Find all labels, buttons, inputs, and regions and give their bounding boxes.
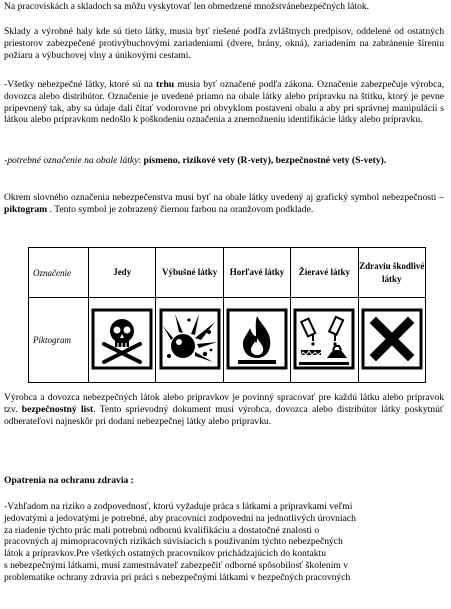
pictogram-cell-horlave: [223, 298, 290, 383]
column-header-zieravé: Žieravé látky: [291, 248, 358, 298]
labeling-text-start: -Všetky nebezpečné látky, ktoré sú na: [4, 79, 156, 90]
safety-sheet-start: Výrobca a dovozca nebezpečných látok alebo prípravkov je povinný spracovať pre každú látku alebo prípravok tzv.: [4, 392, 444, 415]
table-row: [29, 248, 426, 298]
pictogram-cell-vybusne: [156, 298, 223, 383]
pictogram-intro-bold: piktogram: [4, 203, 48, 215]
labeling-text-rest: musia byť označené podľa zákona. Označenie zabezpečuje výrobca, dovozca alebo distribútor. Označenie je uvedené priamo na obale látky alebo prípravku na štítku, ktorý je pevne pripevnený tak, aby sa údaje dali čítať vodorovne pri obvyklom postavení obalu a aby pri správnej manipulácii s látkou alebo prípravkom nedošlo k poškodeniu označenia a znemožneniu identifikácie látky alebo prípravku.: [4, 79, 444, 126]
safety-sheet-bold: bezpečnostný list: [21, 403, 94, 415]
health-paragraph: [4, 501, 444, 584]
intro-paragraph-1: Na pracoviskách a skladoch sa môžu vyskytovať len obmedzené množstvánebezpečných látok.: [4, 1, 370, 12]
pictogram-intro-paragraph: [4, 192, 444, 216]
pictogram-intro-start: Okrem slovného označenia nebezpečenstva musí byť na obale látky uvedený aj grafický symbol nebezpečnosti –: [4, 192, 444, 203]
labeling-bold-trhu: trhu: [156, 79, 175, 90]
health-line: problematike ochrany zdravia pri práci s nebezpečnými látkami v bezpečných pracovných: [4, 571, 351, 583]
label-requirements-paragraph: [4, 155, 444, 167]
health-line: za riadenie týchto prác mali potrebnú odbornú kvalifikáciu a dostatočné znalosti o: [4, 524, 320, 536]
row-label-piktogram: Piktogram: [29, 298, 89, 383]
safety-sheet-paragraph: [4, 392, 444, 427]
column-header-jedy: Jedy: [89, 248, 156, 298]
label-requirements-italic: -potrebné označenie na obale látky: [4, 155, 139, 166]
labeling-paragraph: [4, 79, 444, 126]
health-line: jedovatými a jedovatými je potrebné, aby pracovníci zodpovední na jednotlivých úrovniach: [4, 512, 356, 524]
harmful-cross-icon: [361, 308, 423, 370]
row-label-oznacenie: Označenie: [29, 248, 89, 298]
label-requirements-bold: písmeno, rizikové vety (R-vety), bezpečnostné vety (S-vety).: [143, 155, 387, 166]
pictogram-cell-zdraviu-skodlive: [358, 298, 425, 383]
column-header-zdraviu-skodlive: Zdraviu škodlivé látky: [358, 248, 425, 298]
health-line: pracovných aj mimopracovných rizikách súvisiacich s používaním týchto nebezpečných: [4, 536, 343, 548]
corrosive-icon: [293, 308, 355, 370]
safety-sheet-rest: . Tento sprievodný dokument musí výrobca, dovozca alebo distribútor látky poskytnúť odberateľovi najneskôr pri dodaní nebezpečnej látky alebo prípravku.: [4, 403, 444, 427]
label-requirements-colon: :: [138, 155, 144, 166]
column-header-horlave: Horľavé látky: [223, 248, 290, 298]
health-heading: Opatrenia na ochranu zdravia :: [4, 475, 134, 486]
health-line: látok a prípravkov.Pre všetkých ostatných pracovníkov prichádzajúcich do kontaktu: [4, 548, 327, 560]
explosion-icon: [159, 308, 221, 370]
skull-crossbones-icon: [91, 308, 153, 370]
health-line: -Vzhľadom na riziko a zodpovednosť, ktorú vyžaduje práca s látkami a prípravkami veľmi: [4, 501, 353, 512]
flame-icon: [226, 308, 288, 370]
pictogram-cell-zieravé: [291, 298, 358, 383]
pictogram-table: [28, 247, 426, 383]
pictogram-cell-jedy: [89, 298, 156, 383]
column-header-vybusne: Výbušné látky: [156, 248, 223, 298]
pictogram-intro-rest: . Tento symbol je zobrazený čiernou farbou na oranžovom podklade.: [47, 203, 314, 215]
table-row: [29, 298, 426, 383]
intro-paragraph-2: Sklady a výrobné haly kde sú tieto látky, musia byť riešené podľa zvláštnych predpisov, oddelené od ostatných priestorov zabezpečené protivýbuchovými zariadeniami (dvere, brány, okná), zariadením na zabránenie šíreniu požiaru a výbuchovej vlny a únikovými cestami.: [4, 26, 444, 61]
health-line: s nebezpečnými látkami, musí zamestnávateľ zabezpečiť odborné spôsobilosť školením v: [4, 559, 349, 571]
